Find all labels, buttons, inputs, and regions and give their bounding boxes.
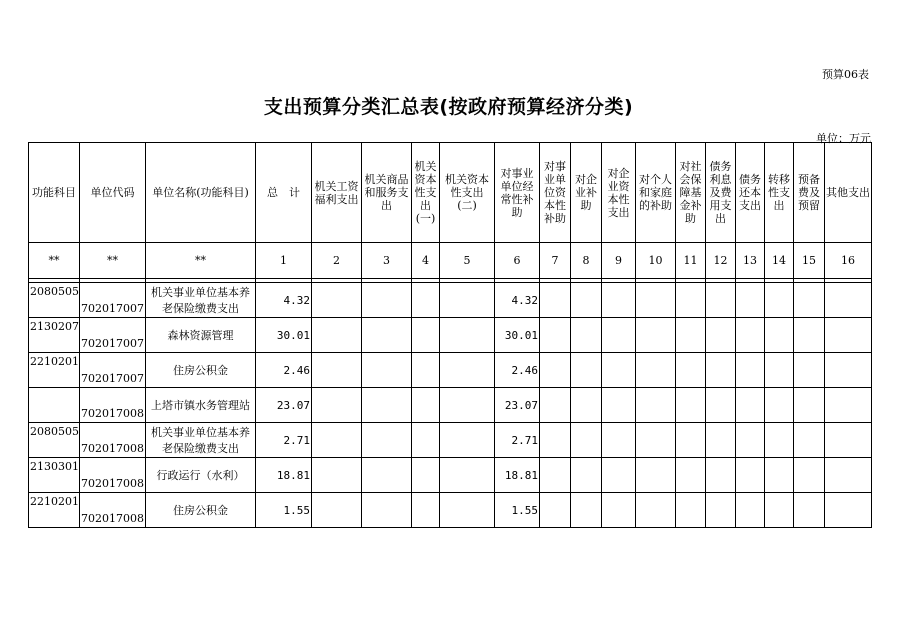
index-cell: 10 bbox=[636, 243, 676, 279]
index-cell: 5 bbox=[440, 243, 495, 279]
empty-cell bbox=[825, 388, 872, 423]
empty-cell bbox=[412, 353, 440, 388]
header-cell: 债务利息及费用支出 bbox=[706, 143, 736, 243]
empty-cell bbox=[765, 493, 794, 528]
empty-cell bbox=[636, 388, 676, 423]
empty-cell bbox=[440, 318, 495, 353]
empty-cell bbox=[540, 423, 571, 458]
unit-code-cell: 702017008 bbox=[80, 423, 146, 458]
function-code-cell: 2080505 bbox=[29, 423, 80, 458]
index-cell: 16 bbox=[825, 243, 872, 279]
empty-cell bbox=[362, 423, 412, 458]
empty-cell bbox=[765, 388, 794, 423]
empty-cell bbox=[362, 458, 412, 493]
empty-cell bbox=[706, 458, 736, 493]
institution-subsidy-cell: 2.71 bbox=[495, 423, 540, 458]
institution-subsidy-cell: 18.81 bbox=[495, 458, 540, 493]
function-code-cell bbox=[29, 388, 80, 423]
empty-cell bbox=[794, 458, 825, 493]
header-cell: 机关工资福利支出 bbox=[312, 143, 362, 243]
index-cell: 1 bbox=[256, 243, 312, 279]
empty-cell bbox=[412, 423, 440, 458]
table-row bbox=[29, 318, 872, 353]
header-cell: 债务还本支出 bbox=[736, 143, 765, 243]
empty-cell bbox=[636, 318, 676, 353]
unit-name-cell: 机关事业单位基本养老保险缴费支出 bbox=[146, 423, 256, 458]
institution-subsidy-cell: 1.55 bbox=[495, 493, 540, 528]
empty-cell bbox=[540, 493, 571, 528]
function-code-cell: 2130207 bbox=[29, 318, 80, 353]
index-cell: ** bbox=[146, 243, 256, 279]
index-cell: 11 bbox=[676, 243, 706, 279]
total-cell: 23.07 bbox=[256, 388, 312, 423]
empty-cell bbox=[676, 353, 706, 388]
total-cell: 2.46 bbox=[256, 353, 312, 388]
header-cell: 机关资本性支出(二) bbox=[440, 143, 495, 243]
empty-cell bbox=[736, 388, 765, 423]
empty-cell bbox=[440, 458, 495, 493]
page-title: 支出预算分类汇总表(按政府预算经济分类) bbox=[263, 96, 634, 118]
empty-cell bbox=[540, 283, 571, 318]
empty-cell bbox=[412, 388, 440, 423]
empty-cell bbox=[794, 353, 825, 388]
table-row bbox=[29, 423, 872, 458]
institution-subsidy-cell: 2.46 bbox=[495, 353, 540, 388]
budget-table bbox=[28, 142, 872, 528]
empty-cell bbox=[540, 458, 571, 493]
header-cell: 机关商品和服务支出 bbox=[362, 143, 412, 243]
header-cell: 其他支出 bbox=[825, 143, 872, 243]
empty-cell bbox=[736, 458, 765, 493]
empty-cell bbox=[706, 353, 736, 388]
unit-name-cell: 上塔市镇水务管理站 bbox=[146, 388, 256, 423]
empty-cell bbox=[412, 283, 440, 318]
empty-cell bbox=[736, 318, 765, 353]
empty-cell bbox=[602, 353, 636, 388]
empty-cell bbox=[362, 283, 412, 318]
empty-cell bbox=[312, 283, 362, 318]
empty-cell bbox=[312, 458, 362, 493]
header-cell: 对社会保障基金补助 bbox=[676, 143, 706, 243]
empty-cell bbox=[706, 423, 736, 458]
institution-subsidy-cell: 4.32 bbox=[495, 283, 540, 318]
empty-cell bbox=[676, 318, 706, 353]
empty-cell bbox=[736, 423, 765, 458]
empty-cell bbox=[794, 318, 825, 353]
empty-cell bbox=[571, 353, 602, 388]
unit-code-cell: 702017007 bbox=[80, 283, 146, 318]
total-cell: 4.32 bbox=[256, 283, 312, 318]
empty-cell bbox=[676, 458, 706, 493]
empty-cell bbox=[794, 493, 825, 528]
empty-cell bbox=[571, 318, 602, 353]
empty-cell bbox=[571, 388, 602, 423]
empty-cell bbox=[312, 493, 362, 528]
empty-cell bbox=[825, 353, 872, 388]
index-cell: 13 bbox=[736, 243, 765, 279]
empty-cell bbox=[312, 388, 362, 423]
form-number: 预算06表 bbox=[822, 68, 869, 81]
empty-cell bbox=[571, 423, 602, 458]
empty-cell bbox=[636, 283, 676, 318]
function-code-cell: 2210201 bbox=[29, 353, 80, 388]
unit-code-cell: 702017008 bbox=[80, 458, 146, 493]
unit-code-cell: 702017007 bbox=[80, 353, 146, 388]
unit-name-cell: 行政运行（水利） bbox=[146, 458, 256, 493]
empty-cell bbox=[362, 318, 412, 353]
unit-code-cell: 702017007 bbox=[80, 318, 146, 353]
empty-cell bbox=[412, 458, 440, 493]
empty-cell bbox=[794, 388, 825, 423]
empty-cell bbox=[440, 493, 495, 528]
index-cell: 4 bbox=[412, 243, 440, 279]
header-cell: 转移性支出 bbox=[765, 143, 794, 243]
index-row bbox=[29, 243, 872, 279]
empty-cell bbox=[825, 318, 872, 353]
empty-cell bbox=[794, 283, 825, 318]
empty-cell bbox=[412, 493, 440, 528]
empty-cell bbox=[602, 423, 636, 458]
empty-cell bbox=[706, 283, 736, 318]
total-cell: 30.01 bbox=[256, 318, 312, 353]
empty-cell bbox=[412, 318, 440, 353]
empty-cell bbox=[636, 458, 676, 493]
table-row bbox=[29, 458, 872, 493]
empty-cell bbox=[312, 318, 362, 353]
header-row bbox=[29, 143, 872, 243]
index-cell: 8 bbox=[571, 243, 602, 279]
empty-cell bbox=[676, 388, 706, 423]
index-cell: 12 bbox=[706, 243, 736, 279]
empty-cell bbox=[602, 283, 636, 318]
unit-name-cell: 森林资源管理 bbox=[146, 318, 256, 353]
function-code-cell: 2080505 bbox=[29, 283, 80, 318]
empty-cell bbox=[765, 283, 794, 318]
empty-cell bbox=[794, 423, 825, 458]
function-code-cell: 2130301 bbox=[29, 458, 80, 493]
header-cell: 预备费及预留 bbox=[794, 143, 825, 243]
unit-name-cell: 住房公积金 bbox=[146, 493, 256, 528]
header-cell: 对企业资本性支出 bbox=[602, 143, 636, 243]
empty-cell bbox=[440, 388, 495, 423]
empty-cell bbox=[312, 353, 362, 388]
unit-label: 单位：万元 bbox=[816, 132, 871, 145]
empty-cell bbox=[440, 423, 495, 458]
institution-subsidy-cell: 23.07 bbox=[495, 388, 540, 423]
empty-cell bbox=[706, 493, 736, 528]
empty-cell bbox=[636, 423, 676, 458]
empty-cell bbox=[765, 423, 794, 458]
unit-code-cell: 702017008 bbox=[80, 493, 146, 528]
table-row bbox=[29, 388, 872, 423]
index-cell: 14 bbox=[765, 243, 794, 279]
empty-cell bbox=[825, 283, 872, 318]
empty-cell bbox=[362, 493, 412, 528]
index-cell: 9 bbox=[602, 243, 636, 279]
empty-cell bbox=[540, 353, 571, 388]
empty-cell bbox=[540, 318, 571, 353]
table-row bbox=[29, 493, 872, 528]
empty-cell bbox=[765, 458, 794, 493]
table-row bbox=[29, 283, 872, 318]
header-cell: 单位代码 bbox=[80, 143, 146, 243]
empty-cell bbox=[825, 493, 872, 528]
index-cell: ** bbox=[80, 243, 146, 279]
header-cell: 对事业单位经常性补助 bbox=[495, 143, 540, 243]
empty-cell bbox=[676, 423, 706, 458]
empty-cell bbox=[736, 493, 765, 528]
empty-cell bbox=[602, 493, 636, 528]
header-cell: 单位名称(功能科目) bbox=[146, 143, 256, 243]
institution-subsidy-cell: 30.01 bbox=[495, 318, 540, 353]
header-cell: 总 计 bbox=[256, 143, 312, 243]
index-cell: 3 bbox=[362, 243, 412, 279]
empty-cell bbox=[736, 283, 765, 318]
unit-name-cell: 住房公积金 bbox=[146, 353, 256, 388]
empty-cell bbox=[706, 388, 736, 423]
empty-cell bbox=[825, 458, 872, 493]
index-cell: 7 bbox=[540, 243, 571, 279]
empty-cell bbox=[676, 283, 706, 318]
total-cell: 1.55 bbox=[256, 493, 312, 528]
empty-cell bbox=[440, 353, 495, 388]
empty-cell bbox=[571, 458, 602, 493]
index-cell: ** bbox=[29, 243, 80, 279]
function-code-cell: 2210201 bbox=[29, 493, 80, 528]
empty-cell bbox=[362, 388, 412, 423]
empty-cell bbox=[736, 353, 765, 388]
empty-cell bbox=[571, 493, 602, 528]
empty-cell bbox=[312, 423, 362, 458]
index-cell: 15 bbox=[794, 243, 825, 279]
empty-cell bbox=[636, 353, 676, 388]
unit-code-cell: 702017008 bbox=[80, 388, 146, 423]
empty-cell bbox=[706, 318, 736, 353]
index-cell: 6 bbox=[495, 243, 540, 279]
empty-cell bbox=[676, 493, 706, 528]
empty-cell bbox=[636, 493, 676, 528]
empty-cell bbox=[602, 318, 636, 353]
empty-cell bbox=[602, 388, 636, 423]
empty-cell bbox=[540, 388, 571, 423]
empty-cell bbox=[765, 353, 794, 388]
header-cell: 对个人和家庭的补助 bbox=[636, 143, 676, 243]
header-cell: 功能科目 bbox=[29, 143, 80, 243]
empty-cell bbox=[362, 353, 412, 388]
header-cell: 对事业单位资本性补助 bbox=[540, 143, 571, 243]
empty-cell bbox=[571, 283, 602, 318]
header-cell: 机关资本性支出(一) bbox=[412, 143, 440, 243]
empty-cell bbox=[440, 283, 495, 318]
empty-cell bbox=[825, 423, 872, 458]
index-cell: 2 bbox=[312, 243, 362, 279]
empty-cell bbox=[602, 458, 636, 493]
table-row bbox=[29, 353, 872, 388]
empty-cell bbox=[765, 318, 794, 353]
total-cell: 18.81 bbox=[256, 458, 312, 493]
header-cell: 对企业补助 bbox=[571, 143, 602, 243]
unit-name-cell: 机关事业单位基本养老保险缴费支出 bbox=[146, 283, 256, 318]
total-cell: 2.71 bbox=[256, 423, 312, 458]
